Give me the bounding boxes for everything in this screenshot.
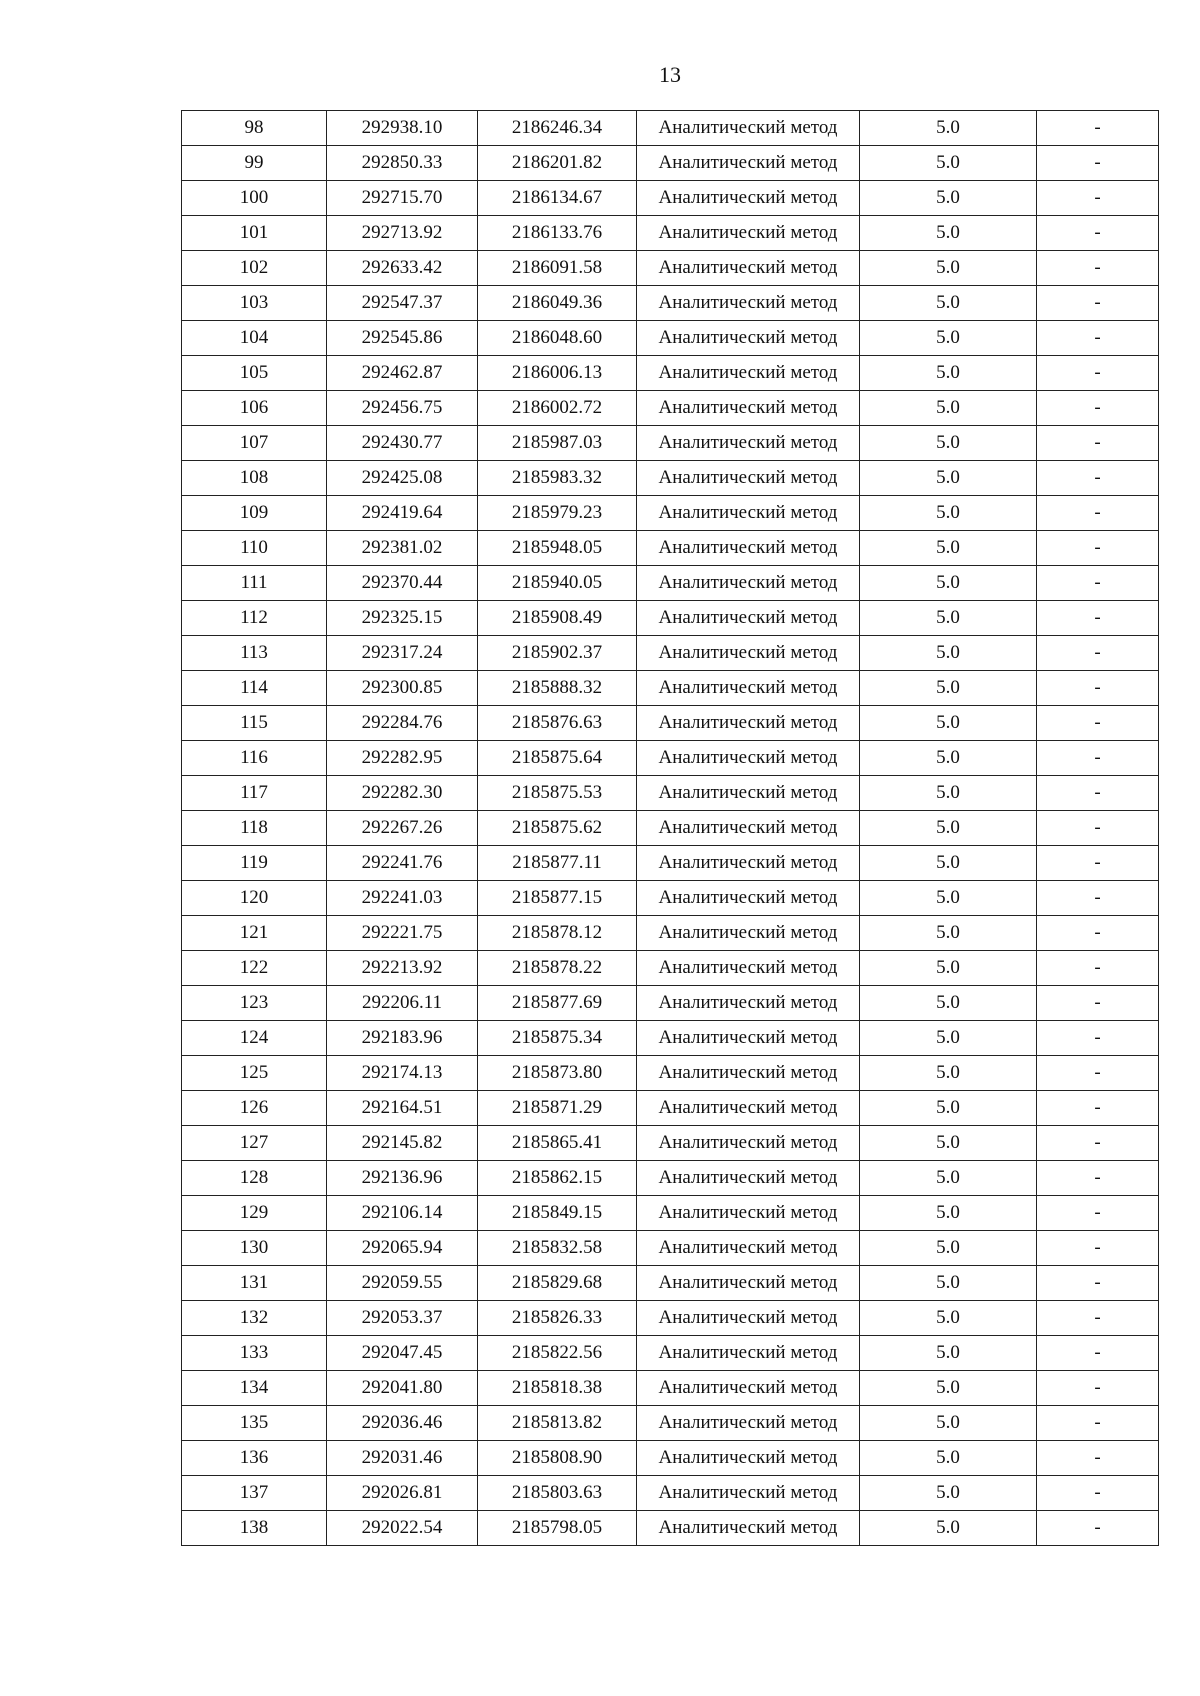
x-coordinate-cell: 292325.15 [327, 601, 478, 636]
note-cell: - [1037, 986, 1159, 1021]
x-coordinate-cell: 292430.77 [327, 426, 478, 461]
y-coordinate-cell: 2186049.36 [478, 286, 637, 321]
x-coordinate-cell: 292300.85 [327, 671, 478, 706]
point-number-cell: 111 [182, 566, 327, 601]
x-coordinate-cell: 292267.26 [327, 811, 478, 846]
x-coordinate-cell: 292036.46 [327, 1406, 478, 1441]
note-cell: - [1037, 461, 1159, 496]
method-cell: Аналитический метод [637, 286, 860, 321]
method-cell: Аналитический метод [637, 1266, 860, 1301]
accuracy-cell: 5.0 [860, 356, 1037, 391]
point-number-cell: 136 [182, 1441, 327, 1476]
point-number-cell: 117 [182, 776, 327, 811]
table-row [182, 566, 1159, 601]
table-row [182, 321, 1159, 356]
method-cell: Аналитический метод [637, 846, 860, 881]
table-row [182, 1196, 1159, 1231]
accuracy-cell: 5.0 [860, 286, 1037, 321]
method-cell: Аналитический метод [637, 916, 860, 951]
point-number-cell: 129 [182, 1196, 327, 1231]
y-coordinate-cell: 2185878.22 [478, 951, 637, 986]
point-number-cell: 137 [182, 1476, 327, 1511]
table-row [182, 1091, 1159, 1126]
x-coordinate-cell: 292462.87 [327, 356, 478, 391]
note-cell: - [1037, 1406, 1159, 1441]
y-coordinate-cell: 2185829.68 [478, 1266, 637, 1301]
table-row [182, 1476, 1159, 1511]
y-coordinate-cell: 2186048.60 [478, 321, 637, 356]
y-coordinate-cell: 2185865.41 [478, 1126, 637, 1161]
accuracy-cell: 5.0 [860, 111, 1037, 146]
point-number-cell: 135 [182, 1406, 327, 1441]
table-row [182, 251, 1159, 286]
y-coordinate-cell: 2185875.64 [478, 741, 637, 776]
note-cell: - [1037, 1441, 1159, 1476]
accuracy-cell: 5.0 [860, 986, 1037, 1021]
point-number-cell: 105 [182, 356, 327, 391]
note-cell: - [1037, 1511, 1159, 1546]
y-coordinate-cell: 2185822.56 [478, 1336, 637, 1371]
note-cell: - [1037, 216, 1159, 251]
table-body [182, 111, 1159, 1546]
method-cell: Аналитический метод [637, 1336, 860, 1371]
method-cell: Аналитический метод [637, 636, 860, 671]
accuracy-cell: 5.0 [860, 1161, 1037, 1196]
table-row [182, 531, 1159, 566]
table-row [182, 1511, 1159, 1546]
table-row [182, 286, 1159, 321]
method-cell: Аналитический метод [637, 986, 860, 1021]
accuracy-cell: 5.0 [860, 846, 1037, 881]
table-row [182, 216, 1159, 251]
x-coordinate-cell: 292370.44 [327, 566, 478, 601]
x-coordinate-cell: 292633.42 [327, 251, 478, 286]
x-coordinate-cell: 292065.94 [327, 1231, 478, 1266]
y-coordinate-cell: 2185888.32 [478, 671, 637, 706]
note-cell: - [1037, 1021, 1159, 1056]
table-row [182, 706, 1159, 741]
point-number-cell: 116 [182, 741, 327, 776]
method-cell: Аналитический метод [637, 776, 860, 811]
table-row [182, 671, 1159, 706]
point-number-cell: 123 [182, 986, 327, 1021]
table-row [182, 1301, 1159, 1336]
note-cell: - [1037, 1161, 1159, 1196]
accuracy-cell: 5.0 [860, 1301, 1037, 1336]
point-number-cell: 100 [182, 181, 327, 216]
method-cell: Аналитический метод [637, 391, 860, 426]
method-cell: Аналитический метод [637, 216, 860, 251]
y-coordinate-cell: 2185813.82 [478, 1406, 637, 1441]
x-coordinate-cell: 292022.54 [327, 1511, 478, 1546]
table-row [182, 776, 1159, 811]
coordinates-table [181, 110, 1159, 1546]
note-cell: - [1037, 1091, 1159, 1126]
x-coordinate-cell: 292047.45 [327, 1336, 478, 1371]
point-number-cell: 113 [182, 636, 327, 671]
accuracy-cell: 5.0 [860, 1196, 1037, 1231]
note-cell: - [1037, 286, 1159, 321]
x-coordinate-cell: 292317.24 [327, 636, 478, 671]
method-cell: Аналитический метод [637, 1161, 860, 1196]
method-cell: Аналитический метод [637, 111, 860, 146]
note-cell: - [1037, 1126, 1159, 1161]
table-row [182, 986, 1159, 1021]
x-coordinate-cell: 292425.08 [327, 461, 478, 496]
x-coordinate-cell: 292282.30 [327, 776, 478, 811]
point-number-cell: 106 [182, 391, 327, 426]
x-coordinate-cell: 292938.10 [327, 111, 478, 146]
method-cell: Аналитический метод [637, 1056, 860, 1091]
note-cell: - [1037, 356, 1159, 391]
x-coordinate-cell: 292031.46 [327, 1441, 478, 1476]
table-row [182, 391, 1159, 426]
y-coordinate-cell: 2185875.34 [478, 1021, 637, 1056]
note-cell: - [1037, 531, 1159, 566]
note-cell: - [1037, 636, 1159, 671]
y-coordinate-cell: 2185826.33 [478, 1301, 637, 1336]
table-row [182, 181, 1159, 216]
x-coordinate-cell: 292221.75 [327, 916, 478, 951]
point-number-cell: 112 [182, 601, 327, 636]
note-cell: - [1037, 146, 1159, 181]
method-cell: Аналитический метод [637, 426, 860, 461]
point-number-cell: 109 [182, 496, 327, 531]
method-cell: Аналитический метод [637, 1196, 860, 1231]
point-number-cell: 99 [182, 146, 327, 181]
page-number: 13 [659, 62, 681, 87]
accuracy-cell: 5.0 [860, 1021, 1037, 1056]
table-row [182, 146, 1159, 181]
note-cell: - [1037, 601, 1159, 636]
note-cell: - [1037, 1371, 1159, 1406]
method-cell: Аналитический метод [637, 1231, 860, 1266]
y-coordinate-cell: 2186134.67 [478, 181, 637, 216]
method-cell: Аналитический метод [637, 356, 860, 391]
table-row [182, 1266, 1159, 1301]
x-coordinate-cell: 292850.33 [327, 146, 478, 181]
y-coordinate-cell: 2185877.11 [478, 846, 637, 881]
accuracy-cell: 5.0 [860, 461, 1037, 496]
point-number-cell: 115 [182, 706, 327, 741]
y-coordinate-cell: 2185877.69 [478, 986, 637, 1021]
table-row [182, 1406, 1159, 1441]
x-coordinate-cell: 292419.64 [327, 496, 478, 531]
accuracy-cell: 5.0 [860, 1056, 1037, 1091]
note-cell: - [1037, 881, 1159, 916]
note-cell: - [1037, 181, 1159, 216]
accuracy-cell: 5.0 [860, 741, 1037, 776]
y-coordinate-cell: 2185875.62 [478, 811, 637, 846]
note-cell: - [1037, 811, 1159, 846]
y-coordinate-cell: 2185862.15 [478, 1161, 637, 1196]
point-number-cell: 101 [182, 216, 327, 251]
note-cell: - [1037, 706, 1159, 741]
accuracy-cell: 5.0 [860, 1266, 1037, 1301]
table-row [182, 951, 1159, 986]
x-coordinate-cell: 292183.96 [327, 1021, 478, 1056]
y-coordinate-cell: 2185808.90 [478, 1441, 637, 1476]
table-row [182, 1441, 1159, 1476]
table-row [182, 636, 1159, 671]
accuracy-cell: 5.0 [860, 1231, 1037, 1266]
x-coordinate-cell: 292381.02 [327, 531, 478, 566]
accuracy-cell: 5.0 [860, 601, 1037, 636]
table-row [182, 356, 1159, 391]
note-cell: - [1037, 1231, 1159, 1266]
note-cell: - [1037, 1266, 1159, 1301]
method-cell: Аналитический метод [637, 1021, 860, 1056]
y-coordinate-cell: 2185875.53 [478, 776, 637, 811]
y-coordinate-cell: 2185940.05 [478, 566, 637, 601]
method-cell: Аналитический метод [637, 181, 860, 216]
y-coordinate-cell: 2185873.80 [478, 1056, 637, 1091]
point-number-cell: 114 [182, 671, 327, 706]
point-number-cell: 131 [182, 1266, 327, 1301]
x-coordinate-cell: 292026.81 [327, 1476, 478, 1511]
x-coordinate-cell: 292145.82 [327, 1126, 478, 1161]
table-row [182, 1161, 1159, 1196]
y-coordinate-cell: 2185871.29 [478, 1091, 637, 1126]
y-coordinate-cell: 2186002.72 [478, 391, 637, 426]
accuracy-cell: 5.0 [860, 181, 1037, 216]
point-number-cell: 107 [182, 426, 327, 461]
note-cell: - [1037, 671, 1159, 706]
method-cell: Аналитический метод [637, 671, 860, 706]
x-coordinate-cell: 292041.80 [327, 1371, 478, 1406]
x-coordinate-cell: 292053.37 [327, 1301, 478, 1336]
method-cell: Аналитический метод [637, 146, 860, 181]
table-row [182, 496, 1159, 531]
note-cell: - [1037, 1301, 1159, 1336]
x-coordinate-cell: 292715.70 [327, 181, 478, 216]
accuracy-cell: 5.0 [860, 951, 1037, 986]
table-row [182, 461, 1159, 496]
point-number-cell: 124 [182, 1021, 327, 1056]
accuracy-cell: 5.0 [860, 146, 1037, 181]
method-cell: Аналитический метод [637, 251, 860, 286]
method-cell: Аналитический метод [637, 1091, 860, 1126]
point-number-cell: 118 [182, 811, 327, 846]
note-cell: - [1037, 321, 1159, 356]
note-cell: - [1037, 566, 1159, 601]
table-row [182, 811, 1159, 846]
accuracy-cell: 5.0 [860, 251, 1037, 286]
x-coordinate-cell: 292713.92 [327, 216, 478, 251]
table-row [182, 601, 1159, 636]
y-coordinate-cell: 2185948.05 [478, 531, 637, 566]
table-row [182, 1126, 1159, 1161]
y-coordinate-cell: 2186133.76 [478, 216, 637, 251]
accuracy-cell: 5.0 [860, 706, 1037, 741]
point-number-cell: 127 [182, 1126, 327, 1161]
x-coordinate-cell: 292106.14 [327, 1196, 478, 1231]
point-number-cell: 119 [182, 846, 327, 881]
table-row [182, 1371, 1159, 1406]
method-cell: Аналитический метод [637, 566, 860, 601]
note-cell: - [1037, 426, 1159, 461]
accuracy-cell: 5.0 [860, 636, 1037, 671]
method-cell: Аналитический метод [637, 741, 860, 776]
y-coordinate-cell: 2186006.13 [478, 356, 637, 391]
accuracy-cell: 5.0 [860, 1126, 1037, 1161]
y-coordinate-cell: 2185798.05 [478, 1511, 637, 1546]
method-cell: Аналитический метод [637, 706, 860, 741]
x-coordinate-cell: 292213.92 [327, 951, 478, 986]
method-cell: Аналитический метод [637, 496, 860, 531]
method-cell: Аналитический метод [637, 951, 860, 986]
accuracy-cell: 5.0 [860, 496, 1037, 531]
point-number-cell: 134 [182, 1371, 327, 1406]
method-cell: Аналитический метод [637, 531, 860, 566]
method-cell: Аналитический метод [637, 1406, 860, 1441]
y-coordinate-cell: 2185803.63 [478, 1476, 637, 1511]
note-cell: - [1037, 111, 1159, 146]
note-cell: - [1037, 391, 1159, 426]
accuracy-cell: 5.0 [860, 881, 1037, 916]
accuracy-cell: 5.0 [860, 531, 1037, 566]
table-row [182, 916, 1159, 951]
point-number-cell: 130 [182, 1231, 327, 1266]
point-number-cell: 132 [182, 1301, 327, 1336]
method-cell: Аналитический метод [637, 1371, 860, 1406]
y-coordinate-cell: 2185908.49 [478, 601, 637, 636]
x-coordinate-cell: 292456.75 [327, 391, 478, 426]
x-coordinate-cell: 292241.03 [327, 881, 478, 916]
note-cell: - [1037, 951, 1159, 986]
point-number-cell: 110 [182, 531, 327, 566]
table-row [182, 741, 1159, 776]
method-cell: Аналитический метод [637, 461, 860, 496]
table-row [182, 1021, 1159, 1056]
y-coordinate-cell: 2186201.82 [478, 146, 637, 181]
accuracy-cell: 5.0 [860, 1336, 1037, 1371]
accuracy-cell: 5.0 [860, 1371, 1037, 1406]
table-row [182, 846, 1159, 881]
y-coordinate-cell: 2185983.32 [478, 461, 637, 496]
table-row [182, 1336, 1159, 1371]
accuracy-cell: 5.0 [860, 216, 1037, 251]
accuracy-cell: 5.0 [860, 916, 1037, 951]
point-number-cell: 108 [182, 461, 327, 496]
y-coordinate-cell: 2186246.34 [478, 111, 637, 146]
method-cell: Аналитический метод [637, 1476, 860, 1511]
accuracy-cell: 5.0 [860, 566, 1037, 601]
accuracy-cell: 5.0 [860, 391, 1037, 426]
point-number-cell: 128 [182, 1161, 327, 1196]
point-number-cell: 121 [182, 916, 327, 951]
y-coordinate-cell: 2185818.38 [478, 1371, 637, 1406]
x-coordinate-cell: 292174.13 [327, 1056, 478, 1091]
x-coordinate-cell: 292282.95 [327, 741, 478, 776]
method-cell: Аналитический метод [637, 1301, 860, 1336]
point-number-cell: 104 [182, 321, 327, 356]
y-coordinate-cell: 2185979.23 [478, 496, 637, 531]
x-coordinate-cell: 292136.96 [327, 1161, 478, 1196]
x-coordinate-cell: 292545.86 [327, 321, 478, 356]
method-cell: Аналитический метод [637, 321, 860, 356]
note-cell: - [1037, 496, 1159, 531]
accuracy-cell: 5.0 [860, 1511, 1037, 1546]
note-cell: - [1037, 1476, 1159, 1511]
y-coordinate-cell: 2186091.58 [478, 251, 637, 286]
point-number-cell: 126 [182, 1091, 327, 1126]
accuracy-cell: 5.0 [860, 1441, 1037, 1476]
point-number-cell: 122 [182, 951, 327, 986]
note-cell: - [1037, 741, 1159, 776]
y-coordinate-cell: 2185876.63 [478, 706, 637, 741]
point-number-cell: 125 [182, 1056, 327, 1091]
accuracy-cell: 5.0 [860, 811, 1037, 846]
y-coordinate-cell: 2185902.37 [478, 636, 637, 671]
point-number-cell: 98 [182, 111, 327, 146]
point-number-cell: 103 [182, 286, 327, 321]
x-coordinate-cell: 292206.11 [327, 986, 478, 1021]
accuracy-cell: 5.0 [860, 1476, 1037, 1511]
note-cell: - [1037, 1056, 1159, 1091]
y-coordinate-cell: 2185832.58 [478, 1231, 637, 1266]
table-row [182, 111, 1159, 146]
point-number-cell: 133 [182, 1336, 327, 1371]
method-cell: Аналитический метод [637, 1441, 860, 1476]
y-coordinate-cell: 2185849.15 [478, 1196, 637, 1231]
table-row [182, 426, 1159, 461]
x-coordinate-cell: 292284.76 [327, 706, 478, 741]
method-cell: Аналитический метод [637, 881, 860, 916]
accuracy-cell: 5.0 [860, 426, 1037, 461]
x-coordinate-cell: 292164.51 [327, 1091, 478, 1126]
table-row [182, 881, 1159, 916]
y-coordinate-cell: 2185878.12 [478, 916, 637, 951]
y-coordinate-cell: 2185987.03 [478, 426, 637, 461]
method-cell: Аналитический метод [637, 1511, 860, 1546]
table-row [182, 1231, 1159, 1266]
accuracy-cell: 5.0 [860, 776, 1037, 811]
point-number-cell: 138 [182, 1511, 327, 1546]
note-cell: - [1037, 916, 1159, 951]
point-number-cell: 102 [182, 251, 327, 286]
point-number-cell: 120 [182, 881, 327, 916]
accuracy-cell: 5.0 [860, 321, 1037, 356]
accuracy-cell: 5.0 [860, 1091, 1037, 1126]
table-row [182, 1056, 1159, 1091]
x-coordinate-cell: 292059.55 [327, 1266, 478, 1301]
method-cell: Аналитический метод [637, 811, 860, 846]
x-coordinate-cell: 292241.76 [327, 846, 478, 881]
method-cell: Аналитический метод [637, 1126, 860, 1161]
note-cell: - [1037, 1336, 1159, 1371]
note-cell: - [1037, 846, 1159, 881]
x-coordinate-cell: 292547.37 [327, 286, 478, 321]
accuracy-cell: 5.0 [860, 1406, 1037, 1441]
y-coordinate-cell: 2185877.15 [478, 881, 637, 916]
note-cell: - [1037, 251, 1159, 286]
accuracy-cell: 5.0 [860, 671, 1037, 706]
note-cell: - [1037, 1196, 1159, 1231]
note-cell: - [1037, 776, 1159, 811]
method-cell: Аналитический метод [637, 601, 860, 636]
